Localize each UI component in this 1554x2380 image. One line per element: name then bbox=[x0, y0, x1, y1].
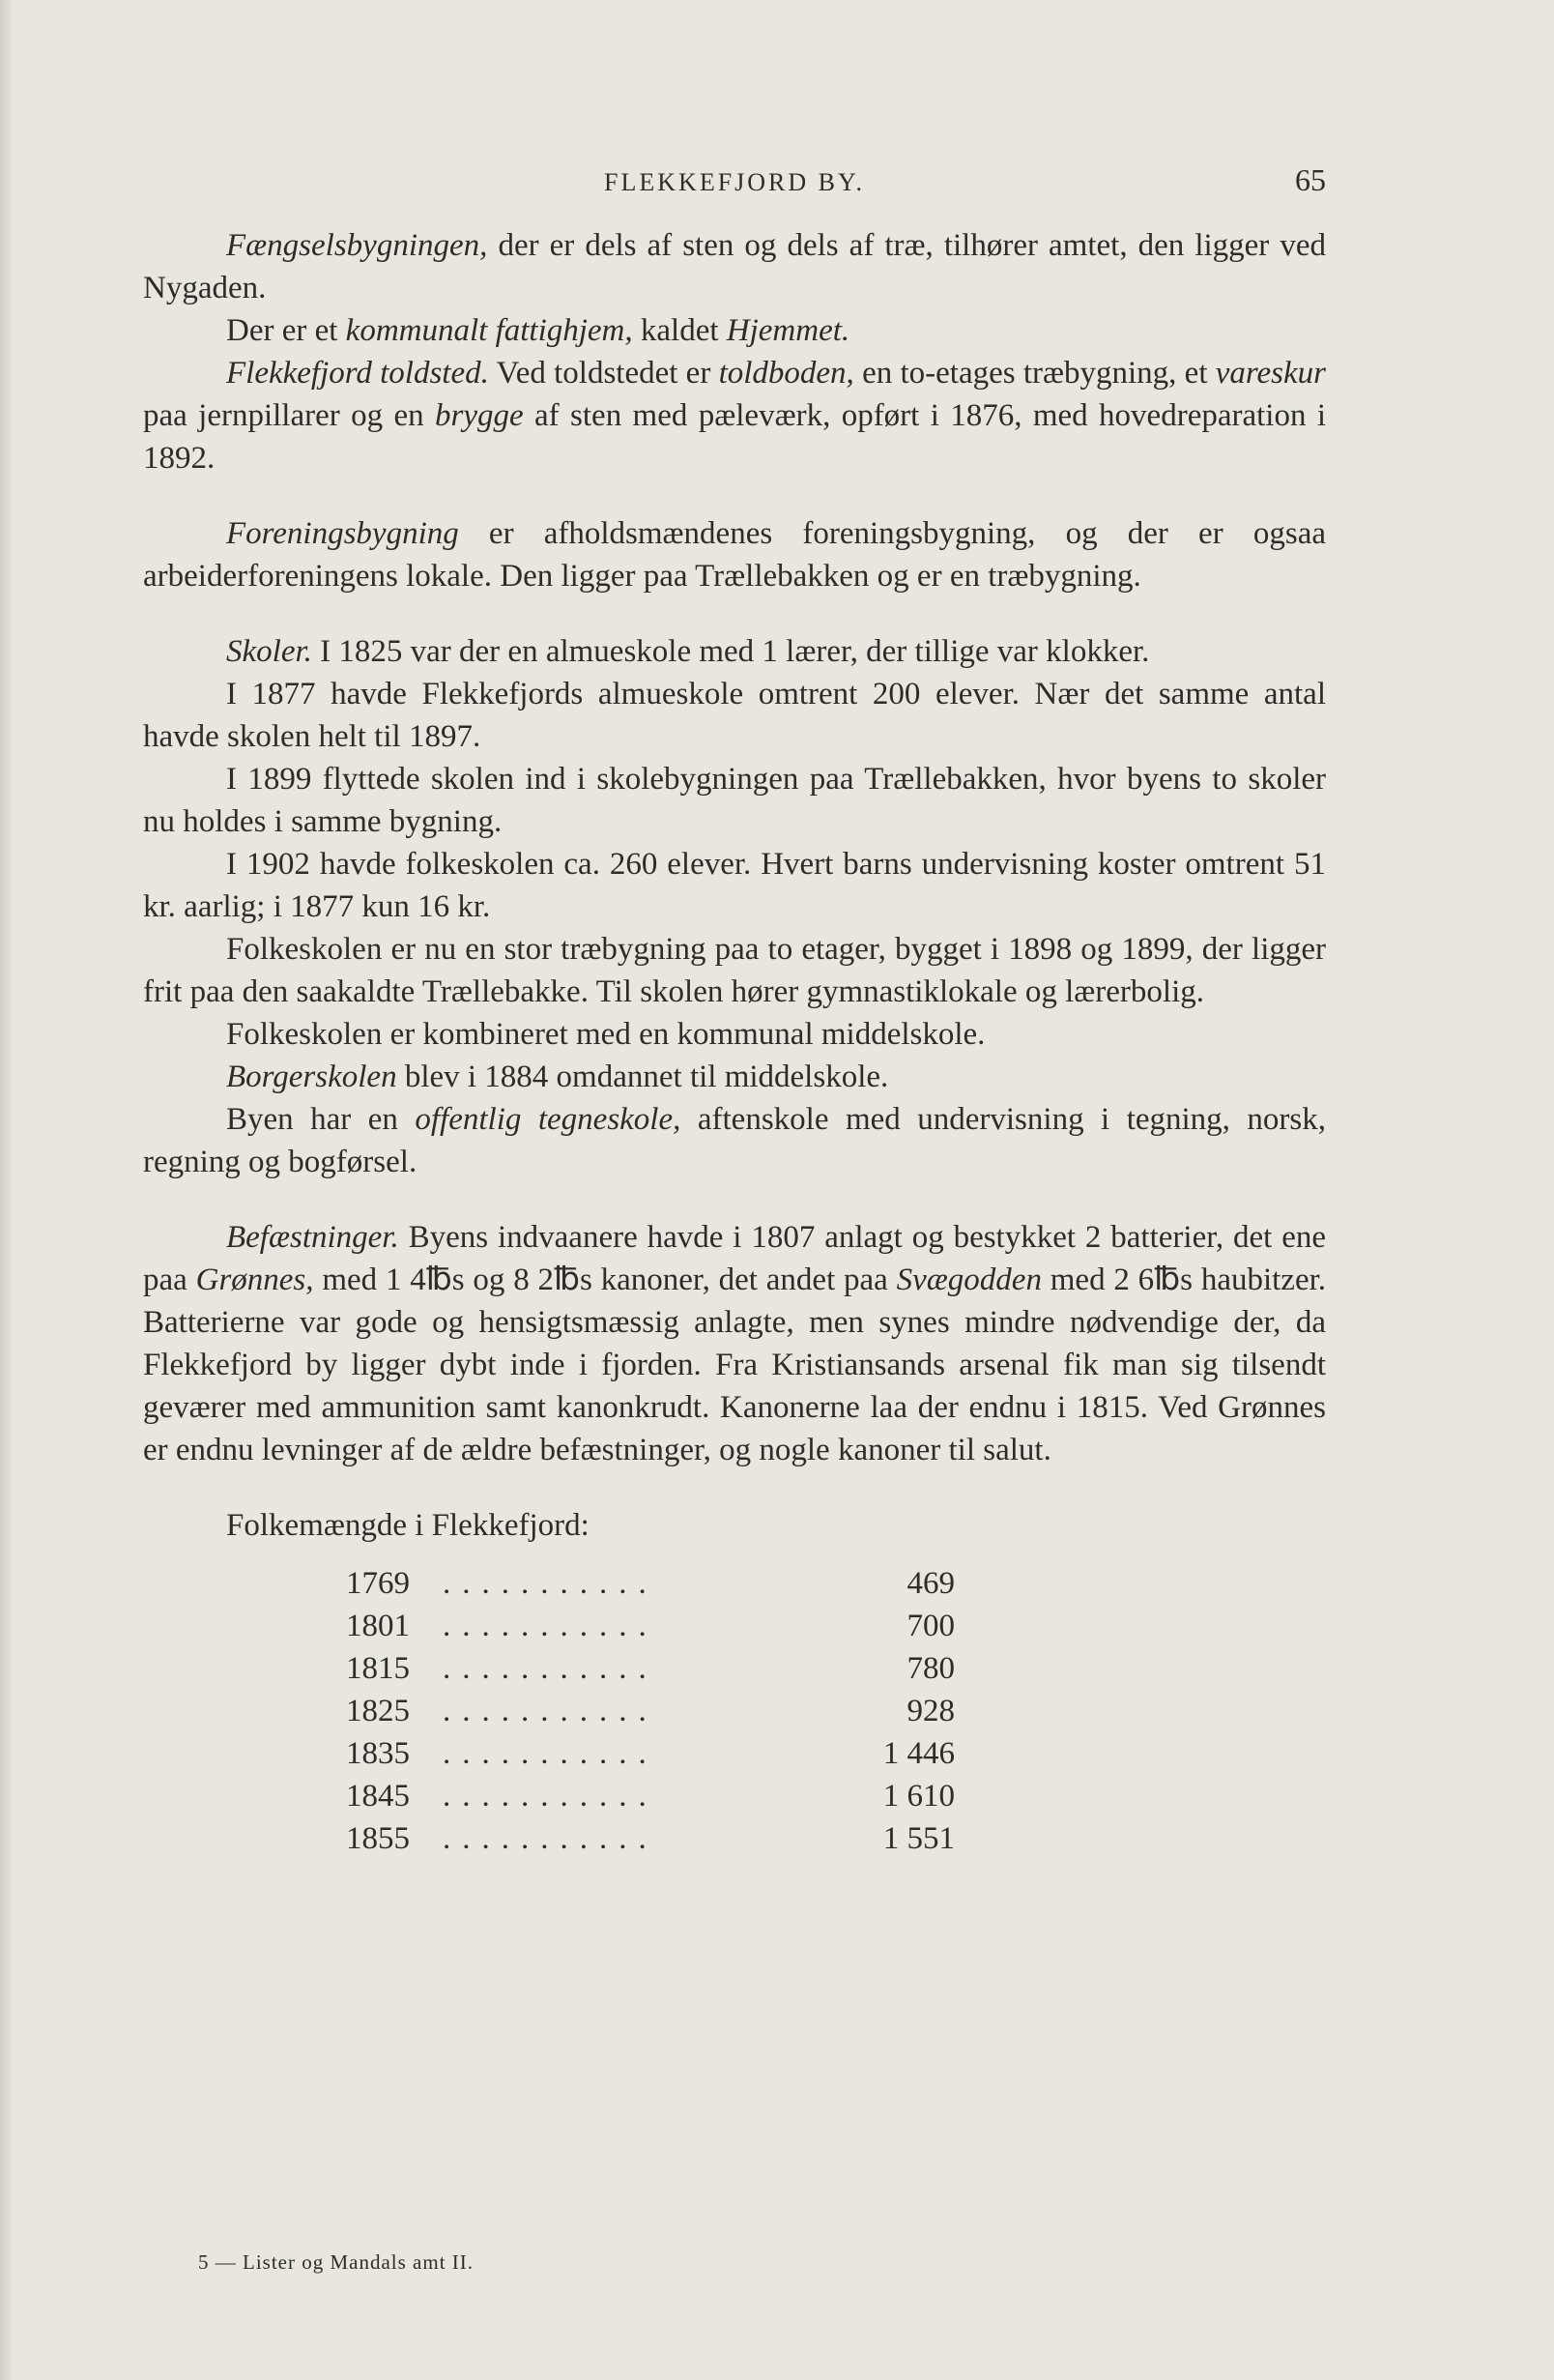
paragraph-text: Der er et bbox=[226, 313, 346, 348]
italic-term: Flekkefjord toldsted. bbox=[226, 356, 489, 391]
paragraph-text: paa jernpillarer og en bbox=[143, 398, 436, 433]
paragraph-1877: I 1877 havde Flekkefjords almueskole omtrent 200 elever. Nær det samme antal havde skolen helt til 1897. bbox=[143, 677, 1326, 754]
paragraph-1899: I 1899 flyttede skolen ind i skolebygningen paa Trællebakken, hvor byens to skoler nu holdes i samme bygning. bbox=[143, 762, 1326, 839]
italic-term: Svægodden bbox=[896, 1263, 1042, 1297]
italic-term: Hjemmet. bbox=[726, 313, 850, 348]
paragraph-middelskole: Folkeskolen er kombineret med en kommunal middelskole. bbox=[226, 1017, 986, 1052]
italic-term: Fængselsbygningen, bbox=[226, 228, 488, 263]
paragraph-text: der er dels af sten og dels af træ, tilhører amtet, den ligger ved Nygaden. bbox=[143, 228, 1326, 305]
paragraph-text: med 2 6℔s haubitzer. Batterierne var gode og hensigtsmæssig anlagte, men synes mindre nødvendige der, da Flekkefjord by ligger dybt inde i fjorden. Fra Kristiansands arsenal fik man sig tilsendt geværer med ammunition samt kanonkrudt. Kanonerne laa der endnu i 1815. Ved Grønnes er endnu levninger af de ældre befæstninger, og nogle kanoner til salut. bbox=[143, 1263, 1327, 1467]
population-value: 469 bbox=[906, 1565, 955, 1601]
paragraph-skoler bbox=[143, 630, 1326, 673]
paragraph-tegneskole bbox=[143, 1098, 1326, 1183]
book-spine-shadow bbox=[0, 0, 14, 2380]
population-heading: Folkemængde i Flekkefjord: bbox=[226, 1508, 590, 1543]
book-page bbox=[143, 162, 1326, 1860]
leader-dots: ........... bbox=[443, 1565, 658, 1601]
population-year: 1835 bbox=[346, 1735, 410, 1771]
leader-dots: ........... bbox=[443, 1650, 658, 1686]
population-row bbox=[346, 1605, 955, 1647]
section-heading-befaestninger: Befæstninger. bbox=[226, 1220, 399, 1255]
paragraph-text: blev i 1884 omdannet til middelskole. bbox=[396, 1059, 889, 1094]
population-year: 1815 bbox=[346, 1650, 410, 1686]
leader-dots: ........... bbox=[443, 1778, 658, 1814]
population-year: 1825 bbox=[346, 1693, 410, 1728]
running-title: FLEKKEFJORD BY. bbox=[604, 168, 865, 196]
paragraph-faengsel bbox=[143, 224, 1326, 309]
population-value: 700 bbox=[906, 1608, 955, 1643]
paragraph-text: Byen har en bbox=[226, 1102, 416, 1137]
paragraph-foreningsbygning bbox=[143, 512, 1326, 597]
italic-term: Grønnes, bbox=[195, 1263, 314, 1297]
italic-term: offentlig tegneskole, bbox=[415, 1102, 681, 1137]
population-value: 1 610 bbox=[882, 1778, 955, 1814]
population-row bbox=[346, 1562, 955, 1605]
signature-footnote: 5 — Lister og Mandals amt II. bbox=[198, 2250, 475, 2274]
paragraph-text: kaldet bbox=[632, 313, 727, 348]
paragraph-fattighjem bbox=[143, 309, 1326, 352]
population-year: 1801 bbox=[346, 1608, 410, 1643]
leader-dots: ........... bbox=[443, 1735, 658, 1771]
italic-term: brygge bbox=[435, 398, 524, 433]
page-number: 65 bbox=[1295, 162, 1326, 197]
population-row bbox=[346, 1775, 955, 1817]
running-head bbox=[143, 162, 1326, 205]
paragraph-1902: I 1902 havde folkeskolen ca. 260 elever. Hvert barns undervisning koster omtrent 51 kr. aarlig; i 1877 kun 16 kr. bbox=[143, 847, 1326, 924]
leader-dots: ........... bbox=[443, 1608, 658, 1643]
population-row bbox=[346, 1690, 955, 1732]
paragraph-text: I 1825 var der en almueskole med 1 lærer, der tillige var klokker. bbox=[311, 634, 1150, 669]
paragraph-text: en to-etages træbygning, et bbox=[853, 356, 1216, 391]
paragraph-text: Byens indvaanere havde i 1807 anlagt og bestykket 2 batterier, det ene paa bbox=[143, 1220, 1326, 1297]
population-value: 1 446 bbox=[882, 1735, 955, 1771]
paragraph-text: af sten med pæleværk, opført i 1876, med hovedreparation i 1892. bbox=[143, 398, 1326, 476]
section-heading-skoler: Skoler. bbox=[226, 634, 312, 669]
italic-term: toldboden, bbox=[718, 356, 854, 391]
paragraph-befaestninger bbox=[143, 1216, 1326, 1471]
population-row bbox=[346, 1647, 955, 1690]
population-row bbox=[346, 1732, 955, 1775]
leader-dots: ........... bbox=[443, 1820, 658, 1856]
population-row bbox=[346, 1817, 955, 1860]
paragraph-text: med 1 4℔s og 8 2℔s kanoner, det andet paa bbox=[313, 1263, 897, 1297]
population-table bbox=[346, 1562, 955, 1860]
population-year: 1855 bbox=[346, 1820, 410, 1856]
paragraph-toldsted bbox=[143, 352, 1326, 479]
population-value: 780 bbox=[906, 1650, 955, 1686]
paragraph-text: aftenskole med undervisning i tegning, norsk, regning og bogførsel. bbox=[143, 1102, 1326, 1179]
leader-dots: ........... bbox=[443, 1693, 658, 1728]
italic-term: vareskur bbox=[1215, 356, 1326, 391]
population-year: 1769 bbox=[346, 1565, 410, 1601]
italic-term: Borgerskolen bbox=[226, 1059, 397, 1094]
population-table-body bbox=[346, 1562, 955, 1860]
paragraph-text: Ved toldstedet er bbox=[488, 356, 719, 391]
population-value: 1 551 bbox=[882, 1820, 955, 1856]
paragraph-folkeskolen: Folkeskolen er nu en stor træbygning paa to etager, bygget i 1898 og 1899, der ligger frit paa den saakaldte Trællebakke. Til skolen hører gymnastiklokale og lærerbolig. bbox=[143, 932, 1326, 1009]
population-year: 1845 bbox=[346, 1778, 410, 1814]
paragraph-text: er afholdsmændenes foreningsbygning, og der er ogsaa arbeiderforeningens lokale. Den ligger paa Trællebakken og er en træbygning. bbox=[143, 516, 1326, 594]
population-value: 928 bbox=[906, 1693, 955, 1728]
italic-term: Foreningsbygning bbox=[226, 516, 459, 551]
paragraph-borgerskolen bbox=[143, 1056, 1326, 1098]
italic-term: kommunalt fattighjem, bbox=[345, 313, 633, 348]
